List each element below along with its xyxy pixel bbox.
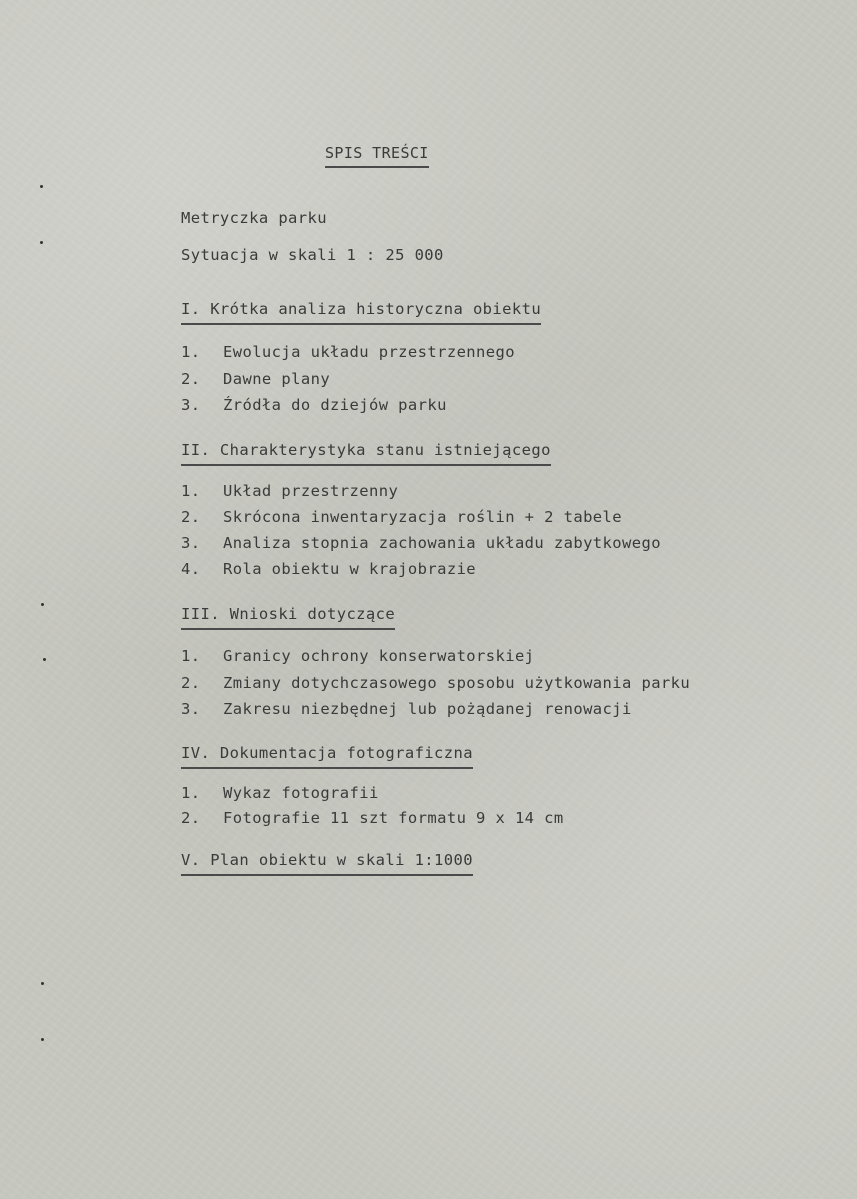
margin-mark (43, 658, 46, 661)
toc-item-text: Zmiany dotychczasowego sposobu użytkowania parku (223, 674, 691, 692)
intro-line-2: Sytuacja w skali 1 : 25 000 (181, 246, 444, 264)
toc-item-text: Źródła do dziejów parku (223, 396, 447, 414)
toc-item (181, 372, 330, 388)
toc-item (181, 484, 398, 500)
toc-item-text: Rola obiektu w krajobrazie (223, 560, 477, 578)
toc-item (181, 398, 447, 414)
toc-item-text: Dawne plany (223, 370, 331, 388)
toc-item (181, 345, 515, 361)
intro-line-1: Metryczka parku (181, 209, 327, 227)
toc-item-number: 3. (181, 700, 201, 718)
margin-mark (40, 241, 43, 244)
toc-item-text: Wykaz fotografii (223, 784, 379, 802)
toc-item (181, 536, 661, 552)
toc-item (181, 811, 564, 827)
section-heading-3: III. Wnioski dotyczące (181, 607, 395, 630)
margin-mark (40, 185, 43, 188)
toc-item-number: 4. (181, 560, 201, 578)
toc-item (181, 562, 476, 578)
section-heading-1: I. Krótka analiza historyczna obiektu (181, 302, 541, 325)
margin-mark (41, 1038, 44, 1041)
toc-item (181, 510, 622, 526)
toc-item (181, 786, 379, 802)
margin-mark (41, 982, 44, 985)
toc-item-number: 2. (181, 809, 201, 827)
toc-item-number: 1. (181, 482, 201, 500)
toc-item-text: Ewolucja układu przestrzennego (223, 343, 515, 361)
toc-item-number: 2. (181, 674, 201, 692)
section-heading-5: V. Plan obiektu w skali 1:1000 (181, 853, 473, 876)
toc-item-number: 3. (181, 396, 201, 414)
toc-item (181, 702, 632, 718)
section-heading-4: IV. Dokumentacja fotograficzna (181, 746, 473, 769)
toc-item-number: 1. (181, 647, 201, 665)
toc-item-number: 3. (181, 534, 201, 552)
toc-item-number: 1. (181, 784, 201, 802)
toc-item-text: Skrócona inwentaryzacja roślin + 2 tabele (223, 508, 623, 526)
toc-item-number: 1. (181, 343, 201, 361)
section-heading-2: II. Charakterystyka stanu istniejącego (181, 443, 551, 466)
toc-item-number: 2. (181, 370, 201, 388)
toc-item (181, 649, 534, 665)
toc-item (181, 676, 690, 692)
toc-item-text: Fotografie 11 szt formatu 9 x 14 cm (223, 809, 564, 827)
toc-item-number: 2. (181, 508, 201, 526)
toc-item-text: Zakresu niezbędnej lub pożądanej renowacji (223, 700, 632, 718)
toc-item-text: Układ przestrzenny (223, 482, 399, 500)
toc-item-text: Granicy ochrony konserwatorskiej (223, 647, 535, 665)
page-title: SPIS TREŚCI (325, 146, 429, 168)
toc-item-text: Analiza stopnia zachowania układu zabytkowego (223, 534, 661, 552)
margin-mark (41, 603, 44, 606)
